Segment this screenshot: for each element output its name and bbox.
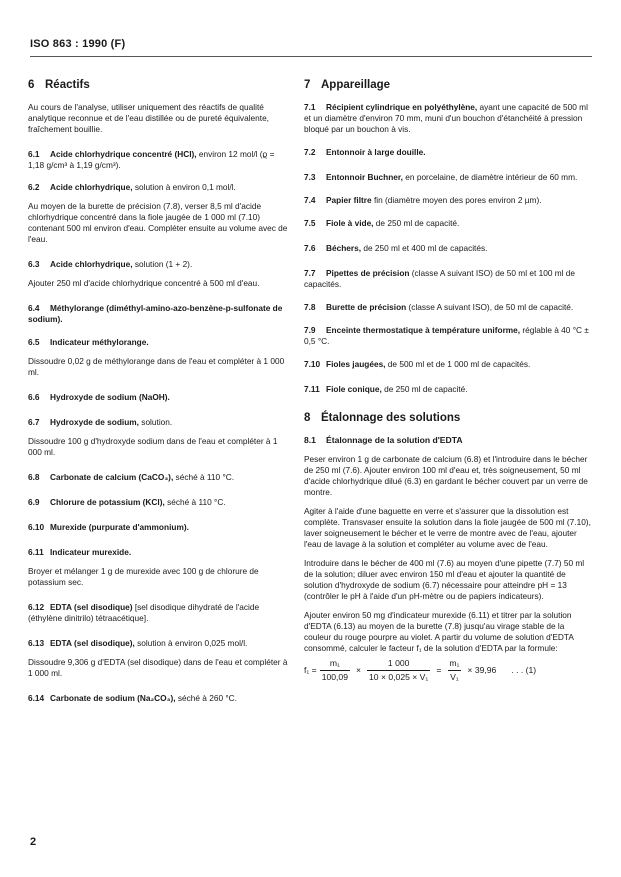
item-6-7-body: Dissoudre 100 g d'hydroxyde sodium dans de l'eau et compléter à 1 000 ml. bbox=[28, 436, 278, 457]
item-6-5-body: Dissoudre 0,02 g de méthylorange dans de l'eau et compléter à 1 000 ml. bbox=[28, 356, 285, 377]
paragraph-8-1-c: Introduire dans le bécher de 400 ml (7.6) au moyen d'une pipette (7.7) 50 ml de la solution; diluer avec environ 150 ml d'eau et ajouter la quantité de solution d'hydroxyde de sodium (6.7) nécessaire pour atteindre pH = 13 (contrôler le pH à l'aide d'un pH-mètre ou de papiers indicateurs). bbox=[304, 558, 585, 601]
item-6-10: 6.10 Murexide (purpurate d'ammonium). bbox=[28, 522, 189, 532]
item-7-5: 7.5 Fiole à vide, de 250 ml de capacité. bbox=[304, 218, 460, 228]
multiply-sign: × bbox=[356, 665, 362, 675]
item-6-11: 6.11 Indicateur murexide. bbox=[28, 547, 132, 557]
section-6-intro: Au cours de l'analyse, utiliser uniquement des réactifs de qualité analytique reconnue et de l'eau distillée ou de pureté équivalente, fraîchement bouillie. bbox=[28, 102, 269, 134]
item-6-11-body: Broyer et mélanger 1 g de murexide avec 100 g de chlorure de potassium sec. bbox=[28, 566, 259, 587]
item-6-13-body: Dissoudre 9,306 g d'EDTA (sel disodique) dans de l'eau et compléter à 1 000 ml. bbox=[28, 657, 288, 678]
item-7-4: 7.4 Papier filtre fin (diamètre moyen des pores environ 2 µm). bbox=[304, 195, 542, 205]
item-6-2-body: Au moyen de la burette de précision (7.8), verser 8,5 ml d'acide chlorhydrique concentré dans la fiole jaugée de 1 000 ml (7.10) contenant 500 ml environ d'eau. Compléter ensuite au volume avec de l'eau. bbox=[28, 201, 288, 244]
item-6-3-body: Ajouter 250 ml d'acide chlorhydrique concentré à 500 ml d'eau. bbox=[28, 278, 260, 288]
item-6-13: 6.13 EDTA (sel disodique), solution à environ 0,025 mol/l. bbox=[28, 638, 248, 648]
item-6-2: 6.2 Acide chlorhydrique, solution à environ 0,1 mol/l. bbox=[28, 182, 236, 192]
paragraph-8-1-b: Agiter à l'aide d'une baguette en verre et s'assurer que la dissolution est complète. Transvaser ensuite la solution dans la fiole jaugée de 500 ml (7.10), laver soigneusement le bécher et le verre de montre avec de l'eau, ajouter l'eau de lavage à la solution et compléter au volume avec de l'eau. bbox=[304, 506, 591, 549]
section-7-heading: 7 Appareillage bbox=[304, 79, 391, 91]
item-6-4: 6.4 Méthylorange (diméthyl-amino-azo-benzène-p-sulfonate de sodium). bbox=[28, 303, 283, 324]
equation-number: . . . (1) bbox=[511, 665, 537, 675]
section-8-heading: 8 Étalonnage des solutions bbox=[304, 412, 461, 424]
paragraph-8-1-a: Peser environ 1 g de carbonate de calcium (6.8) et l'introduire dans le bécher de 250 ml (7.6). Ajouter environ 100 ml d'eau et, très soigneusement, 50 ml d'acide chlorhydrique dilué (6.3) en gardant le bécher couvert par un verre de montre. bbox=[304, 454, 588, 497]
paragraph-8-1-d: Ajouter environ 50 mg d'indicateur murexide (6.11) et titrer par la solution d'EDTA (6.13) au moyen de la burette (7.8) jusqu'au virage stable de la couleur du rouge pourpre au violet. A partir du volume de solution d'EDTA consommé, calculer le facteur f₁ de la solution d'EDTA par la formule: bbox=[304, 610, 574, 653]
item-7-9: 7.9 Enceinte thermostatique à température uniforme, réglable à 40 °C ± 0,5 °C. bbox=[304, 325, 589, 346]
formula-1 bbox=[304, 658, 591, 683]
item-6-1: 6.1 Acide chlorhydrique concentré (HCl), environ 12 mol/l (ϱ = 1,18 g/cm³ à 1,19 g/cm³). bbox=[28, 149, 275, 170]
item-7-6: 7.6 Béchers, de 250 ml et 400 ml de capacités. bbox=[304, 243, 488, 253]
item-7-1: 7.1 Récipient cylindrique en polyéthylène, ayant une capacité de 500 ml et un diamètre d'environ 70 mm, muni d'un bouchon d'étanchéité à pression bloqué par un bouchon à vis. bbox=[304, 102, 588, 134]
page-number: 2 bbox=[30, 836, 37, 848]
item-7-11: 7.11 Fiole conique, de 250 ml de capacité. bbox=[304, 384, 468, 394]
item-7-7: 7.7 Pipettes de précision (classe A suivant ISO) de 50 ml et 100 ml de capacités. bbox=[304, 268, 576, 289]
item-6-8: 6.8 Carbonate de calcium (CaCO₃), séché à 110 °C. bbox=[28, 472, 235, 482]
fraction-m1-over-mass: $\frac{\text{m₁}}{100,09}$ bbox=[321, 658, 348, 682]
item-6-12: 6.12 EDTA (sel disodique) [sel disodique dihydraté de l'acide (éthylène dinitrilo) tétraacétique]. bbox=[28, 602, 260, 623]
right-column bbox=[304, 78, 591, 683]
multiply-constant: × 39,96 bbox=[467, 665, 497, 675]
item-7-8: 7.8 Burette de précision (classe A suivant ISO), de 50 ml de capacité. bbox=[304, 302, 574, 312]
item-6-5: 6.5 Indicateur méthylorange. bbox=[28, 337, 149, 347]
fraction-volume: $\frac{1 000}{\text{10 × 0,025 × V₁}}$ bbox=[369, 658, 429, 682]
item-7-2: 7.2 Entonnoir à large douille. bbox=[304, 147, 426, 157]
item-6-6: 6.6 Hydroxyde de sodium (NaOH). bbox=[28, 392, 170, 402]
item-6-3: 6.3 Acide chlorhydrique, solution (1 + 2). bbox=[28, 259, 193, 269]
left-column bbox=[28, 78, 290, 715]
equals-sign: = bbox=[436, 665, 442, 675]
document-header: ISO 863 : 1990 (F) bbox=[30, 38, 126, 50]
item-6-7: 6.7 Hydroxyde de sodium, solution. bbox=[28, 417, 173, 427]
section-6-heading: 6 Réactifs bbox=[28, 79, 90, 91]
item-6-9: 6.9 Chlorure de potassium (KCl), séché à 110 °C. bbox=[28, 497, 226, 507]
item-7-3: 7.3 Entonnoir Buchner, en porcelaine, de diamètre intérieur de 60 mm. bbox=[304, 172, 578, 182]
fraction-m1-over-v1: $\frac{\text{m₁}}{\text{V₁}}$ bbox=[449, 658, 460, 682]
item-6-14: 6.14 Carbonate de sodium (Na₂CO₃), séché à 260 °C. bbox=[28, 693, 237, 703]
header-rule bbox=[30, 56, 592, 57]
subsection-8-1-heading: 8.1 Étalonnage de la solution d'EDTA bbox=[304, 435, 463, 445]
formula-lhs: f₁ = bbox=[304, 665, 317, 675]
item-7-10: 7.10 Fioles jaugées, de 500 ml et de 1 000 ml de capacités. bbox=[304, 359, 531, 369]
